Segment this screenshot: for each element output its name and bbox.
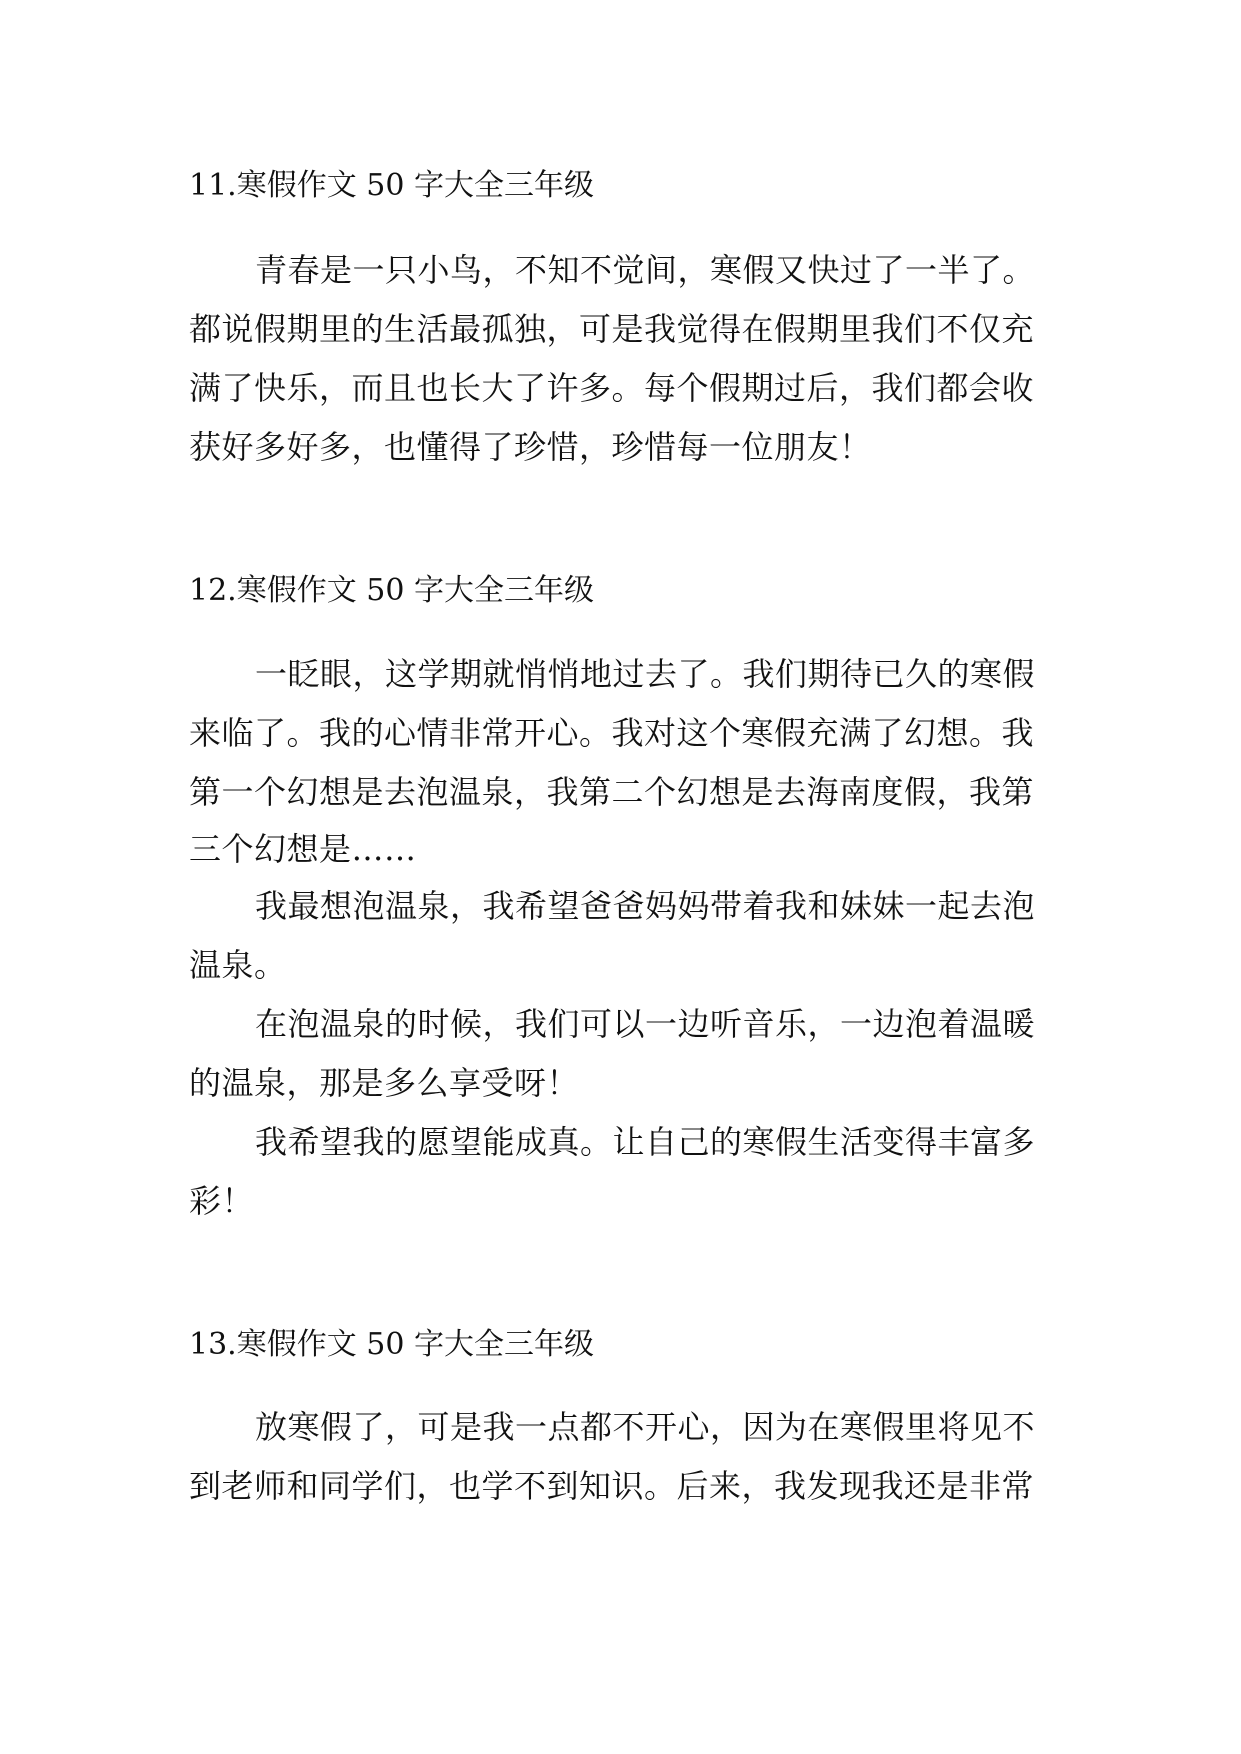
section-11-line-1: 青春是一只小鸟，不知不觉间，寒假又快过了一半了。 bbox=[255, 251, 1036, 289]
section-12-line-10: 彩！ bbox=[189, 1182, 255, 1220]
section-11-line-2: 都说假期里的生活最孤独，可是我觉得在假期里我们不仅充 bbox=[189, 310, 1035, 348]
section-12-line-4: 三个幻想是…… bbox=[189, 830, 417, 868]
section-13-title: 13.寒假作文 50 字大全三年级 bbox=[189, 1327, 594, 1362]
section-12-line-9: 我希望我的愿望能成真。让自己的寒假生活变得丰富多 bbox=[255, 1123, 1036, 1161]
section-11-line-4: 获好多好多，也懂得了珍惜，珍惜每一位朋友！ bbox=[189, 428, 872, 466]
section-12-line-3: 第一个幻想是去泡温泉，我第二个幻想是去海南度假，我第 bbox=[189, 773, 1035, 811]
section-11-line-3: 满了快乐，而且也长大了许多。每个假期过后，我们都会收 bbox=[189, 369, 1035, 407]
section-12-line-1: 一眨眼，这学期就悄悄地过去了。我们期待已久的寒假 bbox=[255, 655, 1036, 693]
section-12-line-7: 在泡温泉的时候，我们可以一边听音乐，一边泡着温暖 bbox=[255, 1005, 1036, 1043]
section-13-line-1: 放寒假了，可是我一点都不开心，因为在寒假里将见不 bbox=[255, 1408, 1036, 1446]
section-12-title: 12.寒假作文 50 字大全三年级 bbox=[189, 573, 594, 608]
section-11-title: 11.寒假作文 50 字大全三年级 bbox=[189, 168, 594, 203]
section-12-line-5: 我最想泡温泉，我希望爸爸妈妈带着我和妹妹一起去泡 bbox=[255, 887, 1036, 925]
section-12-line-8: 的温泉，那是多么享受呀！ bbox=[189, 1064, 580, 1102]
section-13-line-2: 到老师和同学们，也学不到知识。后来，我发现我还是非常 bbox=[189, 1467, 1035, 1505]
section-12-line-6: 温泉。 bbox=[189, 946, 287, 984]
section-12-line-2: 来临了。我的心情非常开心。我对这个寒假充满了幻想。我 bbox=[189, 714, 1035, 752]
